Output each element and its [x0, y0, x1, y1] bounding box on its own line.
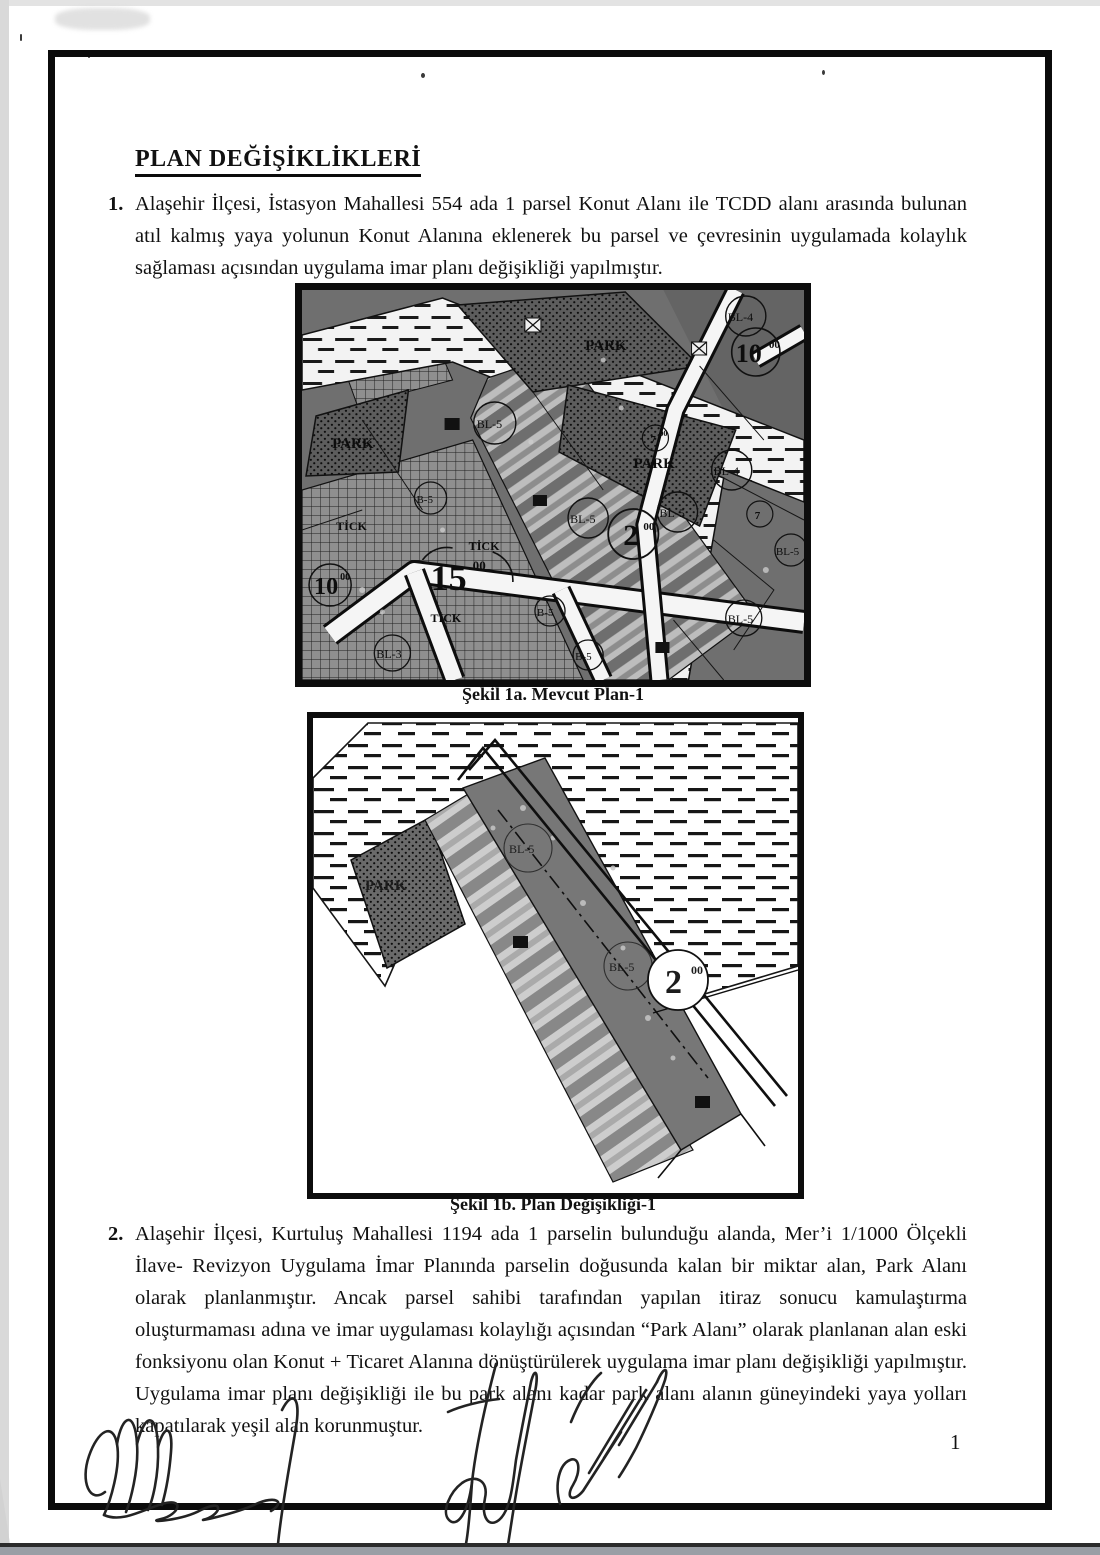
- map1-label-w10: 10: [735, 339, 762, 368]
- map1-label-tick: TİCK: [430, 611, 462, 625]
- map1-label-b5: B-5: [416, 494, 434, 506]
- scan-edge-left: [0, 0, 9, 1555]
- paragraph-2-number: 2.: [108, 1223, 124, 1245]
- paragraph-1-text: Alaşehir İlçesi, İstasyon Mahallesi 554 ada 1 parsel Konut Alanı ile TCDD alanı arasında bulunan atıl kalmış yaya yolunun Konut Alanına eklenerek bu parsel ve çevresinin uygulamada kolaylık sağlaması açısından uygulama imar planı değişikliği yapılmıştır.: [135, 193, 967, 279]
- scan-edge-top: [0, 0, 1100, 6]
- map1-label-park: PARK: [585, 338, 627, 354]
- map1-label-w7-sup: 00: [659, 429, 668, 438]
- map1-label-bl5: BL-5: [727, 612, 754, 626]
- figure-plan-degisikligi-map: [307, 712, 804, 1199]
- paragraph-2-text: Alaşehir İlçesi, Kurtuluş Mahallesi 1194 ada 1 parselin bulunduğu alanda, Mer’i 1/1000 Ölçekli İlave- Revizyon Uygulama İmar Planında parselin doğusunda kalan bir miktar alan, Park Alanı olarak planlanmıştır. Ancak parsel sahibi tarafından yapılan itiraz sonucu kamulaştırma oluşturmaması adına ve imar uygulaması kolaylığı açısından “Park Alanı” olarak planlanan alan eski fonksiyonu olan Konut + Ticaret Alanına dönüştürülerek uygulama imar planı değişikliği yapılmıştır. Uygulama imar planı değişikliği ile bu park alanı kadar park alanı alanın güneyindeki yaya yolları kapatılarak yeşil alan korunmuştur.: [135, 1223, 967, 1437]
- map1-label-park: PARK: [633, 456, 675, 472]
- figure-1-caption: Şekil 1a. Mevcut Plan-1: [462, 684, 644, 704]
- map1-label-bl5: BL-5: [659, 506, 685, 520]
- map1-label-w10-sup: 00: [340, 572, 351, 583]
- map2-label-w2: 2: [665, 964, 682, 1001]
- zoning-map-1: [302, 290, 804, 680]
- map1-label-tick: TİCK: [336, 519, 367, 533]
- map2-label-park: PARK: [365, 878, 407, 894]
- map1-label-tick: TİCK: [468, 539, 500, 553]
- map1-label-w15-sup: 00: [472, 558, 486, 573]
- scan-bottom-strip: [0, 1547, 1100, 1555]
- map1-label-w10-sup: 00: [768, 339, 780, 351]
- map1-label-w7: 7: [754, 510, 761, 522]
- scan-smudge: [55, 8, 150, 30]
- map1-label-bl5: BL-5: [476, 417, 503, 431]
- map1-label-b5: B-5: [575, 651, 592, 663]
- map1-label-w2: 2: [623, 518, 639, 552]
- map1-label-park: PARK: [332, 436, 374, 452]
- map2-label-w2-sup: 00: [691, 963, 703, 977]
- map1-label-w10: 10: [314, 574, 339, 600]
- map1-label-w15: 15: [430, 558, 467, 598]
- figure-mevcut-plan-map: [295, 283, 811, 687]
- map1-label-w7: 7: [650, 434, 656, 446]
- map2-label-bl5: BL-5: [609, 960, 635, 974]
- figure-2-caption: Şekil 1b. Plan Değişikliği-1: [449, 1194, 657, 1214]
- map1-label-bl4: BL-4: [727, 310, 754, 324]
- map1-label-w2-sup: 00: [643, 521, 655, 533]
- scan-speck: [20, 34, 22, 41]
- map1-label-b5: B-5: [536, 607, 554, 619]
- map2-label-bl5: BL-5: [509, 842, 535, 856]
- map1-label-bl5: BL-5: [570, 512, 596, 526]
- paragraph-2: [108, 1218, 967, 1442]
- map1-label-bl5: BL-5: [775, 546, 800, 558]
- map1-label-bl4: BL-4: [713, 464, 740, 478]
- map1-label-bl3: BL-3: [376, 647, 402, 661]
- page-number: 1: [950, 1430, 961, 1454]
- paragraph-1: [108, 188, 967, 284]
- zoning-map-2: [313, 718, 798, 1193]
- paragraph-1-number: 1.: [108, 193, 124, 215]
- document-title: PLAN DEĞİŞİKLİKLERİ: [135, 146, 421, 177]
